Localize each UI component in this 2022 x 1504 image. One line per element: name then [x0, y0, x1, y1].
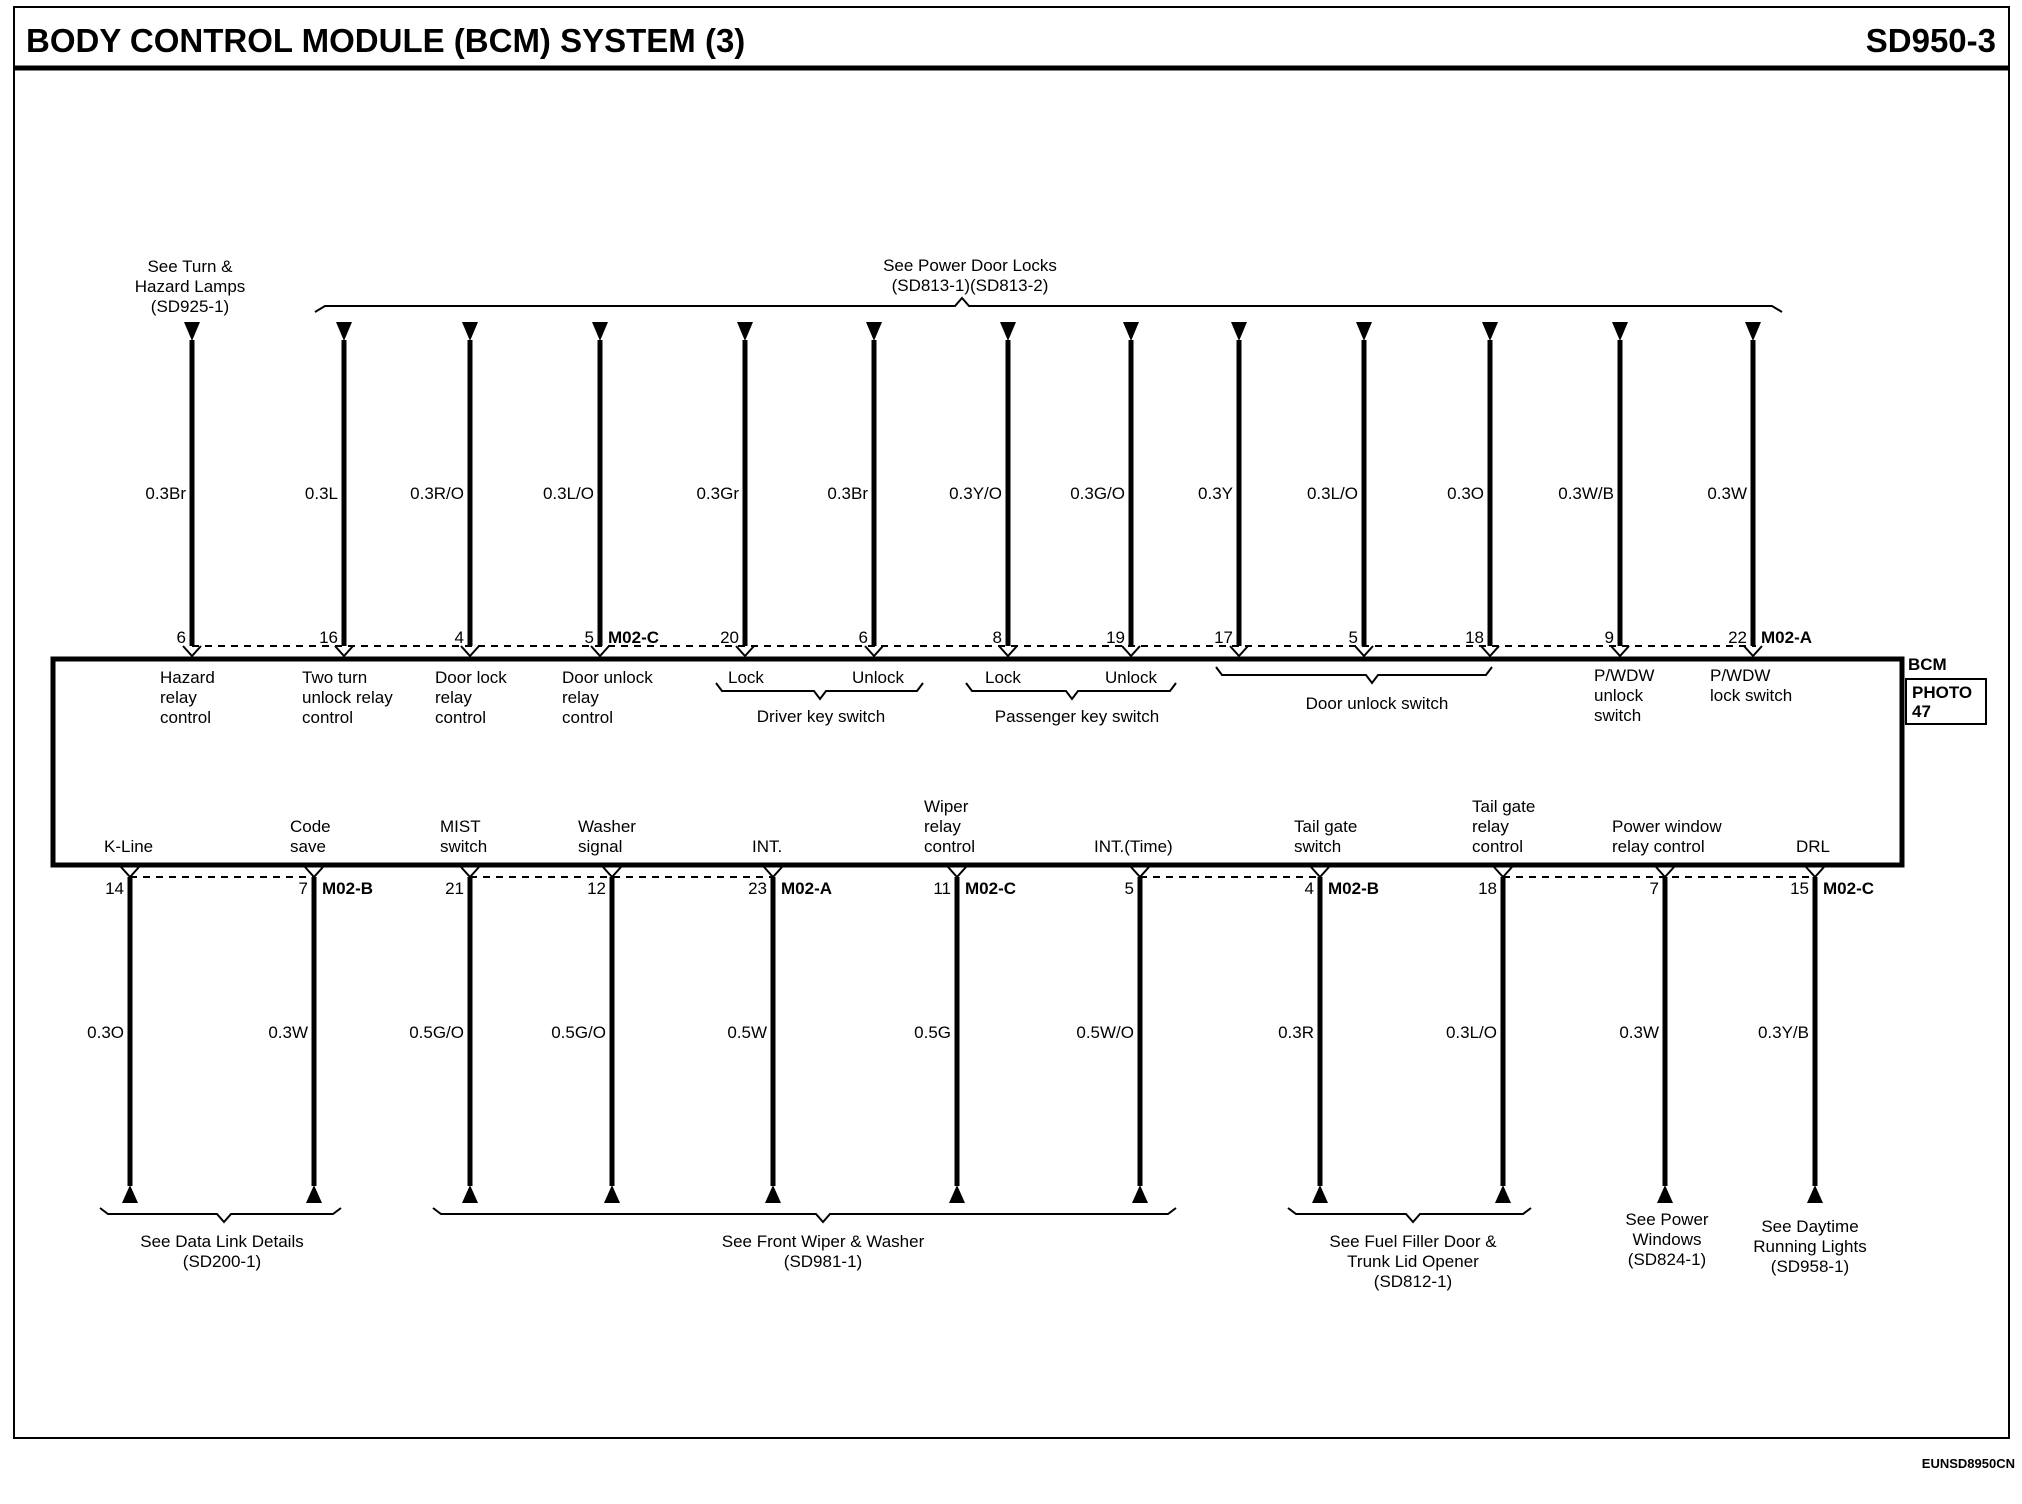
- pin-terminal-icon: [1311, 867, 1329, 877]
- pin-number: 6: [176, 628, 186, 647]
- label-door-unlock-switch: Door unlock switch: [1305, 694, 1449, 713]
- wire-arrow-icon: [184, 322, 200, 341]
- pin-terminal-icon: [1611, 646, 1629, 656]
- top-wire: [1707, 322, 1812, 656]
- svg-text:See Front Wiper & Washer: See Front Wiper & Washer: [721, 1232, 925, 1251]
- top-wire: [827, 322, 883, 656]
- pin-number: 12: [587, 879, 606, 898]
- label-driver-lock: Lock: [728, 668, 764, 687]
- svg-text:See Turn &: See Turn &: [147, 257, 233, 276]
- top-wire: [1307, 322, 1373, 656]
- wire-spec: 0.3O: [87, 1023, 124, 1042]
- label-driver-key-switch: Driver key switch: [756, 707, 886, 726]
- label-passenger-lock: Lock: [985, 668, 1021, 687]
- ref-power-windows: [1625, 1210, 1708, 1269]
- bottom-wire: [1446, 867, 1512, 1203]
- top-wire: [1070, 322, 1140, 656]
- pin-terminal-icon: [1122, 646, 1140, 656]
- wire-arrow-icon: [1312, 1185, 1328, 1203]
- module-top-labels: [160, 666, 1792, 727]
- label-tail-gate-switch: Tail gate: [1294, 817, 1358, 836]
- pin-terminal-icon: [1494, 867, 1512, 877]
- pin-number: 20: [720, 628, 739, 647]
- wire-arrow-icon: [336, 322, 352, 341]
- label-driver-unlock: Unlock: [852, 668, 904, 687]
- bottom-wire: [1076, 867, 1149, 1203]
- data-link-brace: [100, 1208, 341, 1222]
- pin-number: 18: [1465, 628, 1484, 647]
- svg-text:control: control: [924, 837, 976, 856]
- pin-terminal-icon: [736, 646, 754, 656]
- top-wire: [1198, 322, 1248, 656]
- fuel-filler-brace: [1288, 1208, 1531, 1222]
- wire-spec: 0.3L/O: [1306, 484, 1358, 503]
- wire-spec: 0.3O: [1447, 484, 1484, 503]
- wire-arrow-icon: [306, 1185, 322, 1203]
- label-door-lock-relay: Door lock: [435, 668, 507, 687]
- wire-spec: 0.3Y: [1198, 484, 1233, 503]
- page-title: BODY CONTROL MODULE (BCM) SYSTEM (3): [26, 22, 746, 59]
- svg-text:control: control: [302, 708, 354, 727]
- connector-id: M02-C: [608, 628, 660, 647]
- pin-terminal-icon: [461, 646, 479, 656]
- svg-text:relay: relay: [562, 688, 599, 707]
- svg-text:control: control: [435, 708, 487, 727]
- svg-text:(SD824-1): (SD824-1): [1627, 1250, 1707, 1269]
- label-int: INT.: [752, 837, 783, 856]
- label-tail-gate-relay: Tail gate: [1472, 797, 1536, 816]
- top-wire: [696, 322, 754, 656]
- pin-terminal-icon: [461, 867, 479, 877]
- bcm-label: BCM: [1908, 655, 1947, 674]
- bottom-wire: [1758, 867, 1874, 1203]
- wire-spec: 0.3Br: [145, 484, 186, 503]
- pin-number: 6: [858, 628, 868, 647]
- pin-number: 11: [933, 879, 951, 898]
- pin-number: 9: [1604, 628, 1614, 647]
- svg-text:See Power: See Power: [1625, 1210, 1709, 1229]
- photo-label: PHOTO: [1912, 683, 1973, 702]
- label-pwdw-lock: P/WDW: [1710, 666, 1771, 685]
- bottom-wire: [1278, 867, 1379, 1203]
- svg-text:switch: switch: [1294, 837, 1342, 856]
- wire-spec: 0.3L: [304, 484, 338, 503]
- bottom-wire: [551, 867, 621, 1203]
- top-wire: [1447, 322, 1499, 656]
- connector-id: M02-A: [1761, 628, 1813, 647]
- pin-terminal-icon: [1744, 646, 1762, 656]
- svg-text:(SD925-1): (SD925-1): [150, 297, 230, 316]
- svg-text:relay: relay: [1472, 817, 1509, 836]
- pin-terminal-icon: [183, 646, 201, 656]
- label-hazard-relay: Hazard: [160, 668, 215, 687]
- wire-spec: 0.3W/B: [1558, 484, 1614, 503]
- pin-terminal-icon: [1481, 646, 1499, 656]
- label-pwdw-unlock: P/WDW: [1594, 666, 1655, 685]
- wire-spec: 0.3R: [1278, 1023, 1314, 1042]
- page-code: SD950-3: [1865, 22, 1996, 59]
- wire-spec: 0.3Y/B: [1757, 1023, 1809, 1042]
- wire-spec: 0.3R/O: [410, 484, 464, 503]
- svg-text:Trunk Lid Opener: Trunk Lid Opener: [1347, 1252, 1479, 1271]
- svg-text:switch: switch: [1594, 706, 1642, 725]
- svg-text:(SD981-1): (SD981-1): [783, 1252, 863, 1271]
- wire-arrow-icon: [122, 1185, 138, 1203]
- ref-daytime-running-lights: [1753, 1217, 1866, 1276]
- label-k-line: K-Line: [104, 837, 154, 856]
- svg-text:unlock relay: unlock relay: [302, 688, 393, 707]
- pin-number: 4: [1304, 879, 1314, 898]
- wire-arrow-icon: [866, 322, 882, 341]
- pin-number: 5: [1348, 628, 1358, 647]
- pin-terminal-icon: [1806, 867, 1824, 877]
- label-drl: DRL: [1796, 837, 1831, 856]
- pin-terminal-icon: [603, 867, 621, 877]
- label-wiper-relay: Wiper: [924, 797, 969, 816]
- bottom-wire: [268, 867, 373, 1203]
- pin-number: 19: [1106, 628, 1125, 647]
- door-unlock-switch-brace: [1216, 667, 1492, 683]
- bottom-wires: [87, 867, 1874, 1203]
- top-wires: [145, 322, 1812, 656]
- wire-spec: 0.3W: [268, 1023, 308, 1042]
- pin-number: 7: [1649, 879, 1659, 898]
- ref-turn-hazard-lamps: [135, 257, 246, 316]
- wire-arrow-icon: [1356, 322, 1372, 341]
- pin-terminal-icon: [1131, 867, 1149, 877]
- pin-terminal-icon: [121, 867, 139, 877]
- pin-number: 23: [748, 879, 767, 898]
- pin-number: 14: [105, 879, 124, 898]
- svg-text:switch: switch: [440, 837, 488, 856]
- pin-number: 21: [445, 879, 464, 898]
- ref-fuel-filler-door: [1329, 1232, 1497, 1291]
- svg-text:See Daytime: See Daytime: [1761, 1217, 1859, 1236]
- wire-arrow-icon: [1612, 322, 1628, 341]
- pin-terminal-icon: [948, 867, 966, 877]
- label-door-unlock-relay: Door unlock: [562, 668, 653, 687]
- wire-spec: 0.3L/O: [542, 484, 594, 503]
- bottom-wire: [914, 867, 1016, 1203]
- wire-arrow-icon: [1807, 1185, 1823, 1203]
- svg-text:relay: relay: [435, 688, 472, 707]
- connector-id: M02-A: [781, 879, 833, 898]
- pin-terminal-icon: [999, 646, 1017, 656]
- ref-power-door-locks: [883, 256, 1057, 295]
- label-mist-switch: MIST: [440, 817, 481, 836]
- pin-terminal-icon: [865, 646, 883, 656]
- top-wire: [145, 322, 201, 656]
- pin-terminal-icon: [591, 646, 609, 656]
- wire-arrow-icon: [1132, 1185, 1148, 1203]
- wire-arrow-icon: [949, 1185, 965, 1203]
- module-bottom-labels: [104, 797, 1830, 856]
- pin-number: 7: [298, 879, 308, 898]
- svg-text:Hazard Lamps: Hazard Lamps: [134, 277, 246, 296]
- pin-number: 15: [1790, 879, 1809, 898]
- wire-arrow-icon: [1000, 322, 1016, 341]
- wire-spec: 0.3W: [1707, 484, 1747, 503]
- wire-arrow-icon: [737, 322, 753, 341]
- pin-terminal-icon: [335, 646, 353, 656]
- svg-text:See Data Link Details: See Data Link Details: [140, 1232, 304, 1251]
- wire-spec: 0.5W/O: [1076, 1023, 1134, 1042]
- svg-text:unlock: unlock: [1594, 686, 1644, 705]
- bottom-wire: [409, 867, 479, 1203]
- pin-number: 5: [584, 628, 594, 647]
- bottom-wire: [1619, 867, 1674, 1203]
- svg-text:save: save: [290, 837, 326, 856]
- wire-arrow-icon: [1495, 1185, 1511, 1203]
- svg-text:relay: relay: [924, 817, 961, 836]
- pin-terminal-icon: [764, 867, 782, 877]
- wire-spec: 0.3Gr: [696, 484, 739, 503]
- svg-text:See Power Door Locks: See Power Door Locks: [883, 256, 1057, 275]
- label-washer-signal: Washer: [578, 817, 636, 836]
- svg-text:control: control: [1472, 837, 1524, 856]
- wire-arrow-icon: [1231, 322, 1247, 341]
- wire-spec: 0.5G/O: [409, 1023, 464, 1042]
- label-two-turn-unlock: Two turn: [302, 668, 368, 687]
- wire-arrow-icon: [462, 1185, 478, 1203]
- wire-spec: 0.3Br: [827, 484, 868, 503]
- wire-arrow-icon: [604, 1185, 620, 1203]
- connector-id: M02-C: [1823, 879, 1875, 898]
- photo-number: 47: [1912, 702, 1931, 721]
- pin-number: 22: [1728, 628, 1747, 647]
- label-passenger-unlock: Unlock: [1105, 668, 1157, 687]
- label-power-window-relay: Power window: [1612, 817, 1722, 836]
- svg-text:Running Lights: Running Lights: [1753, 1237, 1867, 1256]
- top-wire: [949, 322, 1017, 656]
- svg-text:(SD200-1): (SD200-1): [182, 1252, 262, 1271]
- wire-arrow-icon: [1657, 1185, 1673, 1203]
- top-wire: [543, 322, 659, 656]
- svg-text:See Fuel Filler Door &: See Fuel Filler Door &: [1329, 1232, 1497, 1251]
- label-code-save: Code: [290, 817, 331, 836]
- wire-arrow-icon: [1745, 322, 1761, 341]
- ref-front-wiper-washer: [722, 1232, 925, 1271]
- top-wire: [305, 322, 353, 656]
- wire-spec: 0.5G: [914, 1023, 951, 1042]
- label-passenger-key-switch: Passenger key switch: [994, 707, 1160, 726]
- pin-number: 5: [1124, 879, 1134, 898]
- pin-number: 4: [454, 628, 464, 647]
- top-wire: [410, 322, 479, 656]
- pin-terminal-icon: [1656, 867, 1674, 877]
- bottom-wire: [727, 867, 832, 1203]
- svg-text:relay: relay: [160, 688, 197, 707]
- wire-arrow-icon: [1123, 322, 1139, 341]
- wire-spec: 0.5W: [727, 1023, 767, 1042]
- connector-id: M02-B: [1328, 879, 1380, 898]
- wire-arrow-icon: [765, 1185, 781, 1203]
- pin-terminal-icon: [1355, 646, 1373, 656]
- pin-number: 17: [1214, 628, 1233, 647]
- pin-terminal-icon: [305, 867, 323, 877]
- figure-code: EUNSD8950CN: [1921, 1456, 2015, 1471]
- svg-text:(SD812-1): (SD812-1): [1373, 1272, 1453, 1291]
- pin-number: 16: [319, 628, 338, 647]
- connector-id: M02-B: [322, 879, 374, 898]
- svg-text:signal: signal: [578, 837, 623, 856]
- connector-id: M02-C: [965, 879, 1017, 898]
- svg-text:Windows: Windows: [1632, 1230, 1702, 1249]
- wire-spec: 0.3Y/O: [949, 484, 1002, 503]
- svg-text:relay control: relay control: [1612, 837, 1705, 856]
- wire-spec: 0.3G/O: [1070, 484, 1125, 503]
- pin-terminal-icon: [1230, 646, 1248, 656]
- wire-arrow-icon: [592, 322, 608, 341]
- front-wiper-brace: [433, 1208, 1176, 1222]
- wire-arrow-icon: [462, 322, 478, 341]
- svg-text:(SD813-1)(SD813-2): (SD813-1)(SD813-2): [891, 276, 1049, 295]
- svg-text:control: control: [160, 708, 212, 727]
- ref-data-link-details: [140, 1232, 303, 1271]
- svg-text:lock switch: lock switch: [1710, 686, 1793, 705]
- label-int-time: INT.(Time): [1094, 837, 1173, 856]
- wire-spec: 0.5G/O: [551, 1023, 606, 1042]
- pin-number: 8: [992, 628, 1002, 647]
- bottom-wire: [87, 867, 139, 1203]
- svg-text:(SD958-1): (SD958-1): [1770, 1257, 1850, 1276]
- top-wire: [1558, 322, 1629, 656]
- wire-spec: 0.3W: [1619, 1023, 1659, 1042]
- svg-text:control: control: [562, 708, 614, 727]
- wire-spec: 0.3L/O: [1445, 1023, 1497, 1042]
- pin-number: 18: [1478, 879, 1497, 898]
- top-brace-power-door-locks: [315, 298, 1782, 312]
- wire-arrow-icon: [1482, 322, 1498, 341]
